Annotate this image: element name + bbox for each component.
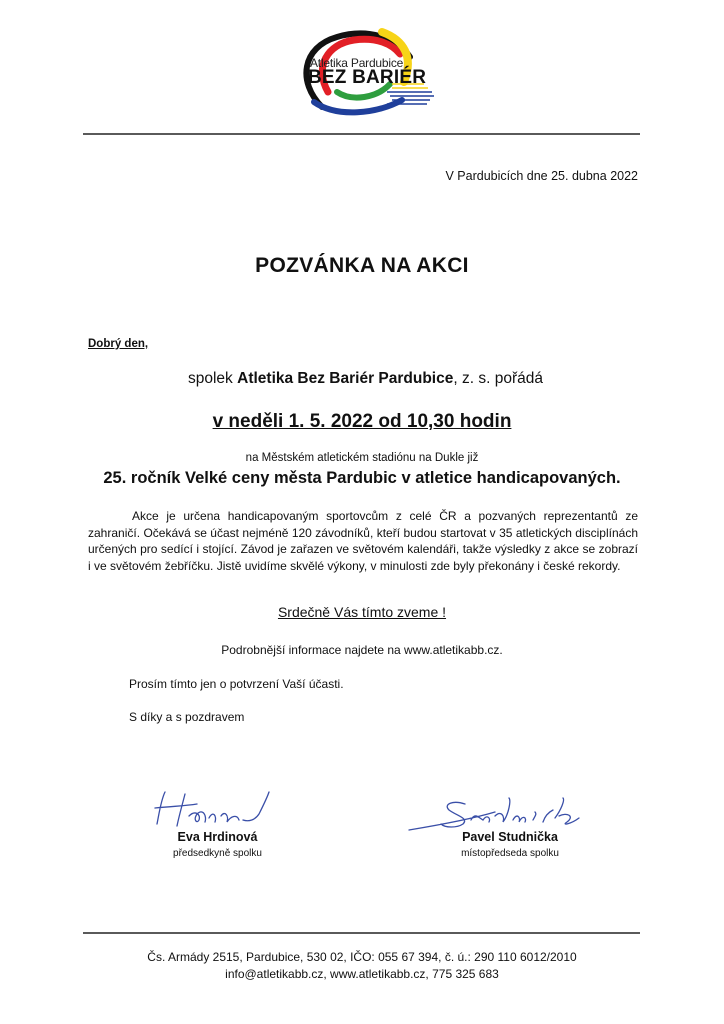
event-description: Akce je určena handicapovaným sportovcům z celé ČR a pozvaných reprezentantů ze zahraničí. Očekává se účast nejméně 120 závodníků, kteří budou startovat v 35 atletických disciplínách určených pro sedící i stojící. Závod je zařazen ve světovém kalendáři, takže výsledky z akce se zobrazí i ve světovém žebříčku. Jistě uvidíme skvělé výkony, v minulosti zde byly překonány i české rekordy. (88, 509, 638, 573)
confirmation-request: Prosím tímto jen o potvrzení Vaší účasti. (129, 677, 344, 691)
footer-contacts: info@atletikabb.cz, www.atletikabb.cz, 775 325 683 (225, 967, 499, 981)
logo-text-line2: BEZ BARIÉR (308, 67, 427, 88)
date-line: V Pardubicích dne 25. dubna 2022 (445, 169, 638, 183)
invitation-line: Srdečně Vás tímto zveme ! (277, 604, 447, 620)
more-info-line: Podrobnější informace najdete na www.atletikabb.cz. (221, 643, 503, 657)
organizer-prefix: spolek (188, 370, 238, 387)
signatory-role: předsedkyně spolku (173, 848, 262, 859)
footer-address: Čs. Armády 2515, Pardubice, 530 02, IČO: 055 67 394, č. ú.: 290 110 6012/2010 (147, 950, 577, 964)
header-divider (83, 133, 640, 135)
signatory-role: místopředseda spolku (461, 848, 559, 859)
event-venue: na Městském atletickém stadiónu na Dukle již (245, 452, 479, 464)
organizer-line (188, 370, 543, 388)
footer-divider (83, 932, 640, 934)
event-name: 25. ročník Velké ceny města Pardubic v atletice handicapovaných. (103, 469, 621, 487)
signatory-name: Eva Hrdinová (177, 830, 258, 844)
greeting: Dobrý den, (88, 338, 149, 350)
organizer-name: Atletika Bez Bariér Pardubice (237, 370, 454, 387)
event-date-time: v neděli 1. 5. 2022 od 10,30 hodin (212, 411, 512, 432)
organizer-suffix: , z. s. pořádá (453, 370, 543, 387)
logo-text-line1: Atletika Pardubice (310, 56, 404, 70)
closing-line: S díky a s pozdravem (129, 710, 245, 724)
signatory-name: Pavel Studnička (462, 830, 558, 844)
signature-eva-hrdinova-icon (145, 786, 285, 834)
document-title: POZVÁNKA NA AKCI (255, 254, 469, 277)
signature-pavel-studnicka-icon (405, 794, 585, 834)
